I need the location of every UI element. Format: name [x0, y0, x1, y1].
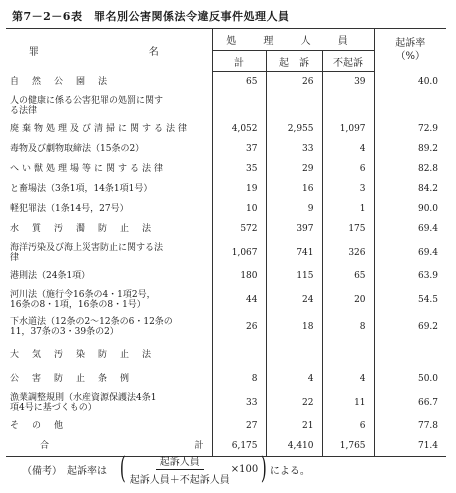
- not-prosecuted-cell: 4: [322, 369, 374, 389]
- footnote-suffix: による。: [269, 465, 310, 477]
- footnote: [22, 452, 310, 486]
- offense-name-cell: [6, 139, 212, 159]
- total-cell: 4,052: [212, 119, 266, 139]
- total-sum-cell: 6,175: [212, 436, 266, 457]
- header-rate-label: 起訴率: [395, 38, 426, 50]
- not-prosecuted-cell: 11: [322, 389, 374, 416]
- offense-name-line: 項4号に基づくもの）: [10, 402, 97, 413]
- total-cell: 37: [212, 139, 266, 159]
- not-prosecuted-cell: 1: [322, 199, 374, 219]
- table-title: 第7－2－6表 罪名別公害関係法令違反事件処理人員: [12, 10, 290, 23]
- not-prosecuted-cell: 8: [322, 313, 374, 340]
- offense-name-cell: [6, 159, 212, 179]
- offense-name-cell: [6, 119, 212, 139]
- prosecuted-cell: 397: [266, 219, 322, 239]
- prosecuted-cell: 18: [266, 313, 322, 340]
- total-cell: 44: [212, 286, 266, 313]
- table-row: [6, 219, 446, 239]
- total-not-prosecuted-cell: 1,765: [322, 436, 374, 457]
- not-prosecuted-cell: 3: [322, 179, 374, 199]
- offense-name-line: る法律: [10, 105, 38, 116]
- prosecuted-cell: [266, 340, 322, 369]
- offense-name-cell: [6, 369, 212, 389]
- table-row: [6, 199, 446, 219]
- offense-name-line: 軽犯罪法（1条14号，27号）: [10, 204, 129, 214]
- total-rate-cell: 71.4: [374, 436, 446, 457]
- table-row: [6, 239, 446, 266]
- not-prosecuted-cell: 4: [322, 139, 374, 159]
- offense-name-line: 11，37条の3・39条の2）: [10, 326, 119, 337]
- table-row: [6, 340, 446, 369]
- offense-name-cell: [6, 179, 212, 199]
- total-cell: 33: [212, 389, 266, 416]
- prosecuted-cell: 24: [266, 286, 322, 313]
- prosecuted-cell: 741: [266, 239, 322, 266]
- offense-name-cell: [6, 92, 212, 119]
- rate-cell: 66.7: [374, 389, 446, 416]
- offense-name-line: 漁業調整規則（水産資源保護法4条1: [10, 392, 157, 403]
- rate-cell: 82.8: [374, 159, 446, 179]
- prosecuted-cell: 16: [266, 179, 322, 199]
- prosecuted-cell: 4: [266, 369, 322, 389]
- rate-cell: 54.5: [374, 286, 446, 313]
- total-cell: [212, 92, 266, 119]
- table-row: [6, 92, 446, 119]
- formula-multiplier: ×100: [230, 463, 259, 475]
- table-row: [6, 286, 446, 313]
- table-row: [6, 72, 446, 93]
- offense-name-cell: [6, 239, 212, 266]
- total-label: 合: [40, 441, 50, 451]
- rate-cell: 50.0: [374, 369, 446, 389]
- offense-name-cell: [6, 286, 212, 313]
- not-prosecuted-cell: 39: [322, 72, 374, 93]
- not-prosecuted-cell: 65: [322, 266, 374, 286]
- table-row: [6, 266, 446, 286]
- table-row: [6, 389, 446, 416]
- rate-cell: 89.2: [374, 139, 446, 159]
- offense-name-cell: [6, 266, 212, 286]
- prosecuted-cell: 33: [266, 139, 322, 159]
- table-row: [6, 139, 446, 159]
- not-prosecuted-cell: [322, 340, 374, 369]
- header-total: 計: [212, 51, 266, 72]
- offense-name-line: へい獣処理場等に関する法律: [10, 164, 167, 174]
- total-cell: 27: [212, 416, 266, 436]
- offense-name-line: 大気汚染防止法: [10, 349, 165, 360]
- prosecuted-cell: 21: [266, 416, 322, 436]
- rate-formula-fraction: [130, 453, 230, 486]
- offense-name-line: 港則法（24条1項）: [10, 271, 91, 281]
- header-rate-unit: （%）: [395, 51, 426, 63]
- offense-name-line: 公害防止条例: [10, 374, 143, 384]
- table-row: [6, 119, 446, 139]
- table-row: [6, 159, 446, 179]
- formula-numerator: 起訴人員: [156, 453, 204, 470]
- total-cell: 10: [212, 199, 266, 219]
- offense-name-line: 水質汚濁防止法: [10, 224, 165, 234]
- total-cell: 65: [212, 72, 266, 93]
- not-prosecuted-cell: 1,097: [322, 119, 374, 139]
- header-prosecution-rate: [374, 29, 446, 72]
- prosecuted-cell: 22: [266, 389, 322, 416]
- offense-name-cell: [6, 313, 212, 340]
- rate-cell: 72.9: [374, 119, 446, 139]
- rate-cell: 69.2: [374, 313, 446, 340]
- header-prosecuted: 起 訴: [266, 51, 322, 72]
- prosecuted-cell: 2,955: [266, 119, 322, 139]
- offense-name-line: と畜場法（3条1項，14条1項1号）: [10, 184, 153, 194]
- table-row: [6, 179, 446, 199]
- total-cell: 26: [212, 313, 266, 340]
- not-prosecuted-cell: [322, 92, 374, 119]
- offense-name-line: 自然公園法: [10, 76, 121, 87]
- not-prosecuted-cell: 326: [322, 239, 374, 266]
- total-cell: 1,067: [212, 239, 266, 266]
- total-cell: 180: [212, 266, 266, 286]
- header-not-prosecuted: 不起訴: [322, 51, 374, 72]
- offense-name-cell: [6, 219, 212, 239]
- rate-cell: 40.0: [374, 72, 446, 93]
- rate-cell: 77.8: [374, 416, 446, 436]
- header-processed-persons: 処 理 人 員: [212, 29, 374, 51]
- total-cell: 8: [212, 369, 266, 389]
- not-prosecuted-cell: 6: [322, 159, 374, 179]
- total-cell: [212, 340, 266, 369]
- offense-name-line: 毒物及び劇物取締法（15条の2）: [10, 144, 145, 154]
- rate-cell: 84.2: [374, 179, 446, 199]
- rate-cell: 63.9: [374, 266, 446, 286]
- total-prosecuted-cell: 4,410: [266, 436, 322, 457]
- disposition-table: [6, 28, 446, 457]
- offense-name-line: 下水道法（12条の2～12条の6・12条の: [10, 316, 173, 327]
- offense-name-line: 人の健康に係る公害犯罪の処罰に関す: [10, 95, 164, 106]
- prosecuted-cell: 29: [266, 159, 322, 179]
- prosecuted-cell: 9: [266, 199, 322, 219]
- rate-cell: 90.0: [374, 199, 446, 219]
- offense-name-line: その他: [10, 421, 77, 431]
- table-row: [6, 313, 446, 340]
- left-paren: (: [119, 451, 126, 486]
- total-cell: 572: [212, 219, 266, 239]
- offense-name-line: 律: [10, 252, 20, 263]
- rate-cell: [374, 340, 446, 369]
- total-cell: 19: [212, 179, 266, 199]
- table-body: [6, 72, 446, 457]
- not-prosecuted-cell: 175: [322, 219, 374, 239]
- not-prosecuted-cell: 20: [322, 286, 374, 313]
- offense-name-cell: [6, 72, 212, 93]
- rate-cell: [374, 92, 446, 119]
- offense-name-line: 河川法（施行令16条の4・1項2号，: [10, 289, 156, 300]
- rate-cell: 69.4: [374, 239, 446, 266]
- prosecuted-cell: 26: [266, 72, 322, 93]
- offense-name-cell: [6, 389, 212, 416]
- total-cell: 35: [212, 159, 266, 179]
- header-offense-name: 罪 名: [28, 46, 189, 58]
- offense-name-cell: [6, 340, 212, 369]
- total-label: 計: [194, 441, 204, 451]
- table-row: [6, 369, 446, 389]
- table-row: [6, 416, 446, 436]
- footnote-label: （備考） 起訴率は: [22, 465, 107, 477]
- rate-cell: 69.4: [374, 219, 446, 239]
- prosecuted-cell: 115: [266, 266, 322, 286]
- right-paren: ): [261, 451, 267, 486]
- offense-name-line: 16条の8・1項，16条の8・1号）: [10, 299, 146, 310]
- offense-name-cell: [6, 416, 212, 436]
- offense-name-line: 海洋汚染及び海上災害防止に関する法: [10, 242, 164, 253]
- prosecuted-cell: [266, 92, 322, 119]
- offense-name-line: 廃棄物処理及び清掃に関する法律: [10, 124, 191, 134]
- not-prosecuted-cell: 6: [322, 416, 374, 436]
- offense-name-cell: [6, 199, 212, 219]
- formula-denominator: 起訴人員＋不起訴人員: [129, 474, 230, 486]
